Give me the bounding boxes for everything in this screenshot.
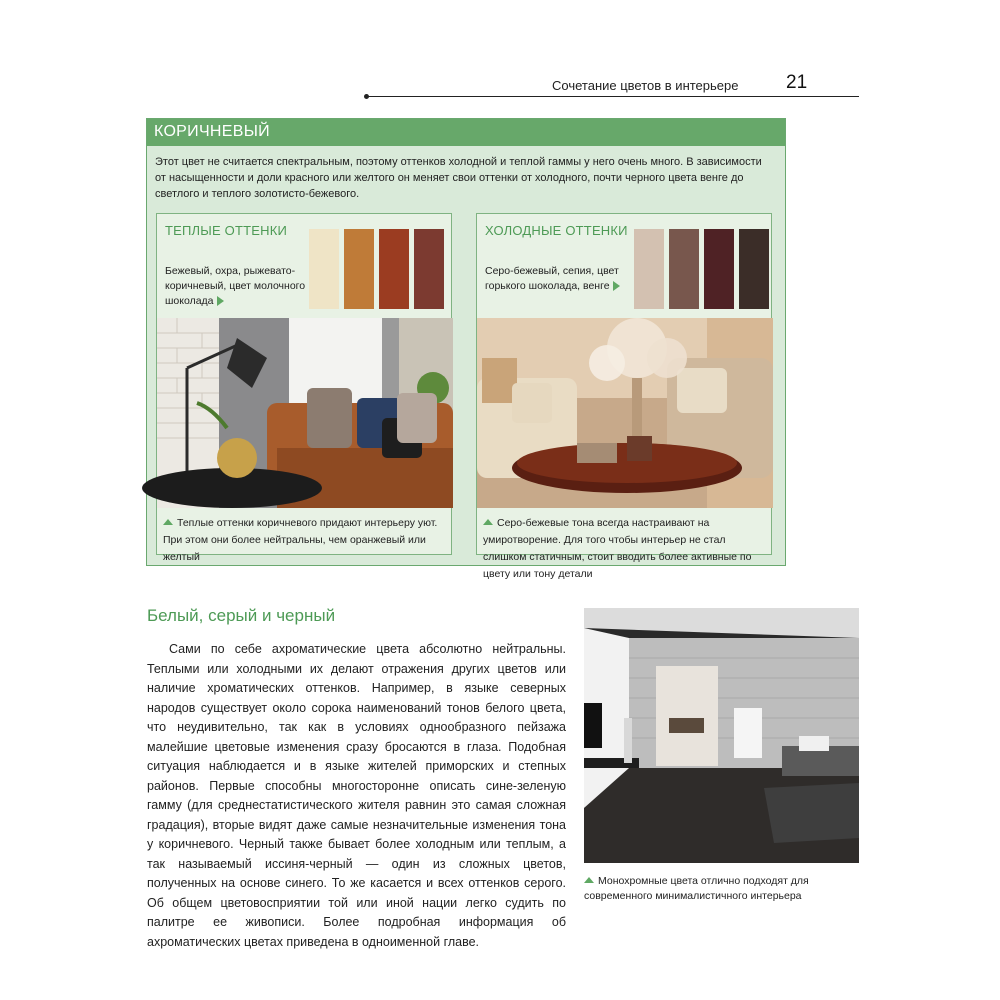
cool-interior-photo: [477, 318, 773, 508]
box-title-bar: [147, 119, 785, 146]
warm-swatch-ochre: [344, 229, 374, 309]
monochrome-interior-photo: [584, 608, 859, 863]
body-paragraph: Сами по себе ахроматические цвета абсолютно нейтральны. Теплыми или холодными их делают отражения других цветов или наличие хроматических оттенков. Например, в языке северных народов существует около сорока наименований тонов белого цвета, что неудивительно, так как в условиях однообразного пейзажа малейшие цветовые изменения сразу бросаются в глаза. Подобная ситуация наблюдается и в языке жителей приморских и степных районов. Первые способны многосторонне описать сине-зеленую гамму (для среднестатистического жителя равнин это самая сложная градация), вторые видят даже самые незначительные изменения тона у коричневого. Черный также бывает более холодным или теплым, а так называемый иссиня-черный — один из сложных цветов, полученных на основе синего. То же касается и всех оттенков серого. Об общем цветовосприятии той или иной нации легко судить по палитре ее живописи. Более подробная информация об ахроматических цветах приведена в одноименной главе.: [147, 642, 566, 949]
arrow-right-icon: [217, 296, 224, 306]
cool-shades-description-text: Серо-бежевый, сепия, цвет горького шоколада, венге: [485, 265, 619, 292]
cool-swatch-sepia: [669, 229, 699, 309]
arrow-up-icon: [584, 877, 594, 883]
warm-shades-title: ТЕПЛЫЕ ОТТЕНКИ: [165, 223, 288, 238]
warm-shades-panel: [156, 213, 452, 563]
box-title: КОРИЧНЕВЫЙ: [154, 123, 270, 140]
cool-shades-description: [485, 264, 627, 294]
brown-color-box: [146, 118, 786, 580]
box-intro-text: Этот цвет не считается спектральным, поэтому оттенков холодной и теплой гаммы у него очень много. В зависимости от насыщенности и доли красного или желтого он меняет свои оттенки от холодного, почти черного цвета венге до светлого и теплого золотисто-бежевого.: [155, 156, 762, 200]
warm-swatch-beige: [309, 229, 339, 309]
warm-shades-caption-text: Теплые оттенки коричневого придают интерьеру уют. При этом они более нейтральны, чем оранжевый или желтый: [163, 517, 438, 563]
header-rule-dot: [364, 94, 369, 99]
cool-shades-caption-text: Серо-бежевые тона всегда настраивают на умиротворение. Для того чтобы интерьер не стал слишком статичным, стоит вводить более активные по цвету или тону детали: [483, 517, 752, 580]
warm-shades-caption: [163, 515, 447, 566]
cool-swatch-dark-chocolate: [704, 229, 734, 309]
warm-interior-photo: [157, 318, 453, 508]
cool-shades-caption: [483, 515, 767, 583]
warm-swatch-milk-chocolate: [414, 229, 444, 309]
section-heading: Белый, серый и черный: [147, 606, 336, 625]
monochrome-photo-caption-text: Монохромные цвета отлично подходят для современного минималистичного интерьера: [584, 875, 809, 902]
warm-swatch-rust-brown: [379, 229, 409, 309]
arrow-right-icon: [613, 281, 620, 291]
page-number: 21: [786, 72, 808, 93]
cool-swatch-grey-beige: [634, 229, 664, 309]
header-rule: [367, 96, 859, 97]
monochrome-photo-caption: [584, 874, 859, 904]
cool-swatch-wenge: [739, 229, 769, 309]
cool-shades-title: ХОЛОДНЫЕ ОТТЕНКИ: [485, 223, 628, 238]
warm-shades-description: [165, 264, 307, 309]
arrow-up-icon: [483, 519, 493, 525]
cool-shades-panel: [476, 213, 772, 580]
arrow-up-icon: [163, 519, 173, 525]
running-title: Сочетание цветов в интерьере: [552, 78, 739, 93]
warm-shades-description-text: Бежевый, охра, рыжевато-коричневый, цвет молочного шоколада: [165, 265, 306, 307]
